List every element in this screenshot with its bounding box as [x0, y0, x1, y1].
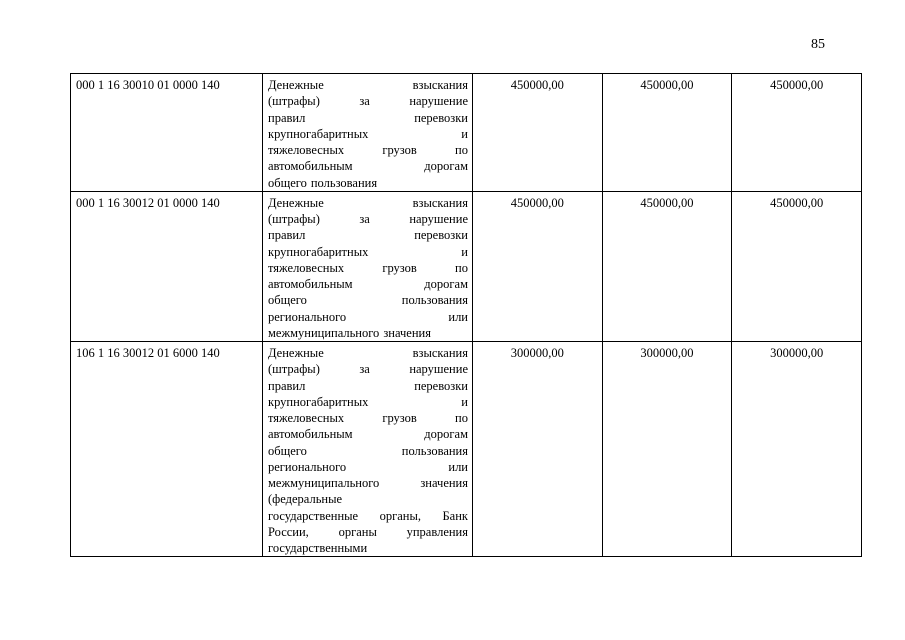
description-line: государственными	[268, 541, 368, 555]
page-number: 85	[811, 37, 825, 52]
description-line: межмуниципального значения	[268, 476, 468, 490]
description-line: крупногабаритных и	[268, 126, 468, 141]
description-line: (штрафы) за нарушение	[268, 212, 468, 226]
table-row	[71, 342, 862, 557]
budget-table	[70, 73, 862, 557]
description-line: правил перевозки	[268, 110, 468, 125]
description-line: (штрафы) за нарушение	[268, 94, 468, 109]
description-line: Денежные взыскания	[268, 195, 468, 210]
description-cell	[263, 74, 473, 192]
description-line: крупногабаритных и	[268, 394, 468, 409]
description-line: тяжеловесных грузов по	[268, 143, 468, 157]
description-line: регионального или	[268, 309, 468, 324]
amount-cell-2: 450000,00	[602, 191, 732, 341]
description-line: государственные органы, Банк	[268, 508, 468, 523]
description-line: автомобильным дорогам	[268, 159, 468, 174]
description-line: тяжеловесных грузов по	[268, 411, 468, 425]
amount-cell-2: 300000,00	[602, 342, 732, 557]
description-line: правил перевозки	[268, 228, 468, 243]
description-line: межмуниципального значения	[268, 325, 431, 340]
description-line: общего пользования	[268, 443, 468, 458]
table-row	[71, 191, 862, 341]
description-line: автомобильным дорогам	[268, 427, 468, 442]
amount-cell-2: 450000,00	[602, 74, 732, 192]
description-line: (штрафы) за нарушение	[268, 362, 468, 377]
amount-cell-1: 450000,00	[473, 74, 603, 192]
description-line: Денежные взыскания	[268, 346, 468, 360]
description-line: общего пользования	[268, 175, 378, 190]
description-cell	[263, 191, 473, 341]
budget-code-cell: 106 1 16 30012 01 6000 140	[71, 342, 263, 557]
description-line: правил перевозки	[268, 378, 468, 393]
description-line: Денежные взыскания	[268, 78, 468, 92]
description-line: автомобильным дорогам	[268, 277, 468, 291]
budget-code-cell: 000 1 16 30010 01 0000 140	[71, 74, 263, 192]
description-line: (федеральные	[268, 492, 343, 507]
table-row	[71, 74, 862, 192]
description-line: крупногабаритных и	[268, 244, 468, 259]
description-line: тяжеловесных грузов по	[268, 260, 468, 275]
amount-cell-3: 300000,00	[732, 342, 862, 557]
description-line: регионального или	[268, 459, 468, 474]
amount-cell-3: 450000,00	[732, 191, 862, 341]
description-cell	[263, 342, 473, 557]
table-body	[71, 74, 862, 557]
amount-cell-3: 450000,00	[732, 74, 862, 192]
budget-code-cell: 000 1 16 30012 01 0000 140	[71, 191, 263, 341]
amount-cell-1: 450000,00	[473, 191, 603, 341]
description-line: общего пользования	[268, 293, 468, 308]
amount-cell-1: 300000,00	[473, 342, 603, 557]
description-line: России, органы управления	[268, 524, 468, 539]
